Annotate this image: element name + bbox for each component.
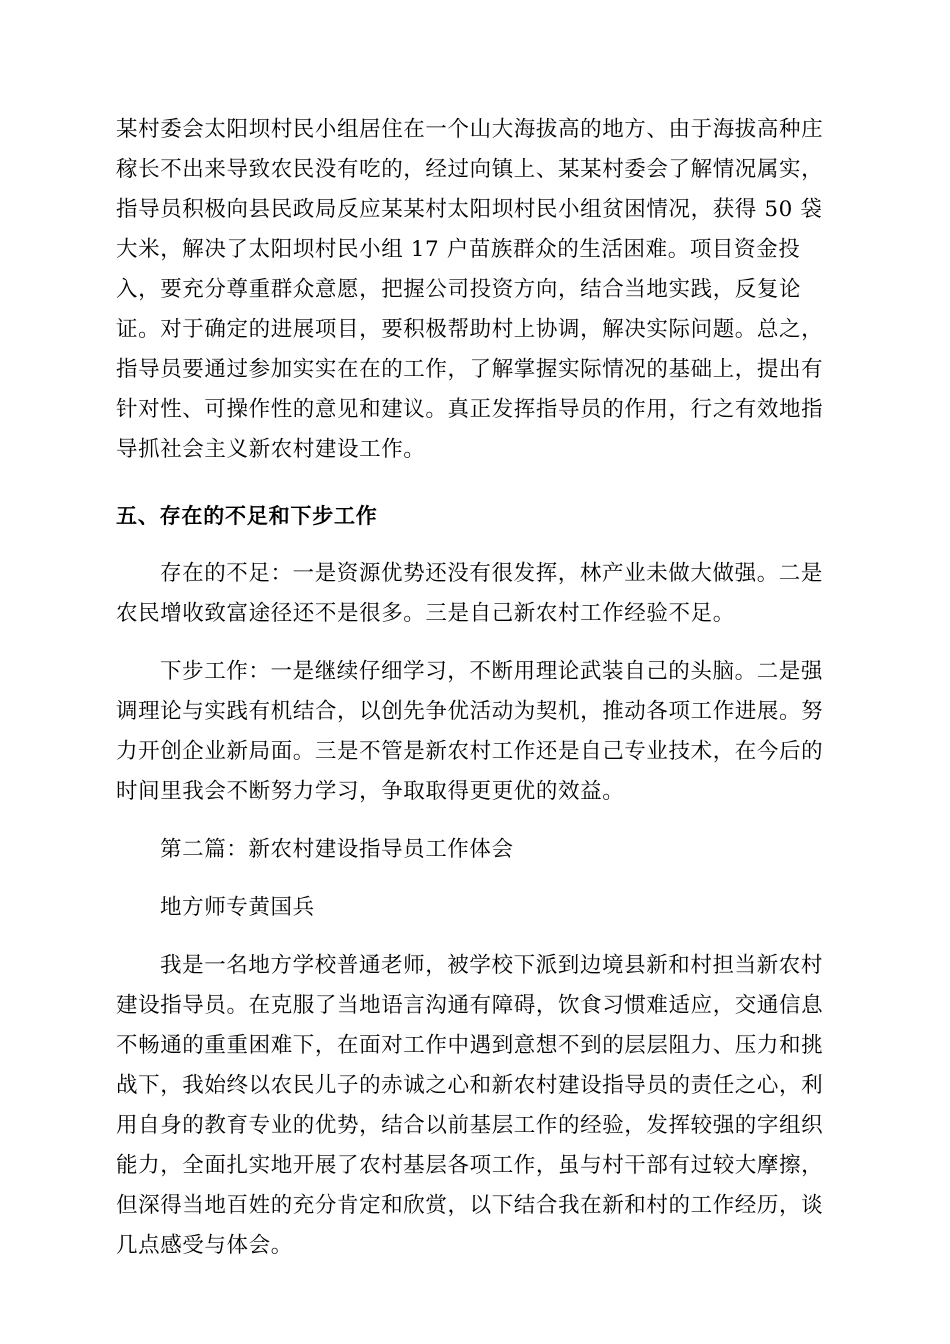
text-line: 大米，解决了太阳坝村民小组 17 户苗族群众的生活困难。项目资金投 — [116, 237, 801, 262]
paragraph-introduction — [116, 946, 836, 1266]
text-line: 针对性、可操作性的意见和建议。真正发挥指导员的作用，行之有效地指 — [116, 397, 824, 422]
text-line: 某村委会太阳坝村民小组居住在一个山大海拔高的地方、由于海拔高种庄 — [116, 117, 824, 142]
text-line: 时间里我会不断努力学习，争取取得更更优的效益。 — [116, 779, 625, 804]
document-page — [116, 110, 836, 1266]
text-line: 入，要充分尊重群众意愿，把握公司投资方向，结合当地实践，反复论 — [116, 277, 802, 302]
text-line: 农民增收致富途径还不是很多。三是自己新农村工作经验不足。 — [116, 601, 735, 626]
section-heading: 五、存在的不足和下步工作 — [116, 504, 378, 528]
text-line: 建设指导员。在克服了当地语言沟通有障碍，饮食习惯难适应，交通信息 — [116, 993, 824, 1018]
text-line: 证。对于确定的进展项目，要积极帮助村上协调，解决实际问题。总之， — [116, 317, 824, 342]
text-line: 存在的不足：一是资源优势还没有很发挥，林产业未做大做强。二是 — [160, 561, 824, 586]
text-line: 指导员积极向县民政局反应某某村太阳坝村民小组贫困情况，获得 50 袋 — [116, 197, 823, 222]
text-line: 稼长不出来导致农民没有吃的，经过向镇上、某某村委会了解情况属实， — [116, 157, 824, 182]
paragraph-second-article-title — [116, 830, 836, 870]
text-line: 导抓社会主义新农村建设工作。 — [116, 437, 426, 462]
paragraph-shortcomings — [116, 554, 836, 634]
text-line: 我是一名地方学校普通老师，被学校下派到边境县新和村担当新农村 — [160, 953, 824, 978]
text-line: 调理论与实践有机结合，以创先争优活动为契机，推动各项工作进展。努 — [116, 699, 824, 724]
text-line: 几点感受与体会。 — [116, 1233, 293, 1258]
paragraph-author — [116, 888, 836, 928]
text-line: 下步工作：一是继续仔细学习，不断用理论武装自己的头脑。二是强 — [160, 659, 824, 684]
paragraph-project-funds — [116, 110, 836, 470]
text-line: 但深得当地百姓的充分肯定和欣赏，以下结合我在新和村的工作经历，谈 — [116, 1193, 824, 1218]
text-line: 战下，我始终以农民儿子的赤诚之心和新农村建设指导员的责任之心，利 — [116, 1073, 824, 1098]
author-line: 地方师专黄国兵 — [160, 895, 315, 920]
text-line: 用自身的教育专业的优势，结合以前基层工作的经验，发挥较强的字组织 — [116, 1113, 824, 1138]
paragraph-next-steps — [116, 652, 836, 812]
text-line: 力开创企业新局面。三是不管是新农村工作还是自己专业技术，在今后的 — [116, 739, 824, 764]
text-line: 指导员要通过参加实实在在的工作，了解掌握实际情况的基础上，提出有 — [116, 357, 824, 382]
text-line: 不畅通的重重困难下，在面对工作中遇到意想不到的层层阻力、压力和挑 — [116, 1033, 824, 1058]
text-line: 能力，全面扎实地开展了农村基层各项工作，虽与村干部有过较大摩擦， — [116, 1153, 824, 1178]
article-title: 第二篇：新农村建设指导员工作体会 — [160, 837, 514, 862]
